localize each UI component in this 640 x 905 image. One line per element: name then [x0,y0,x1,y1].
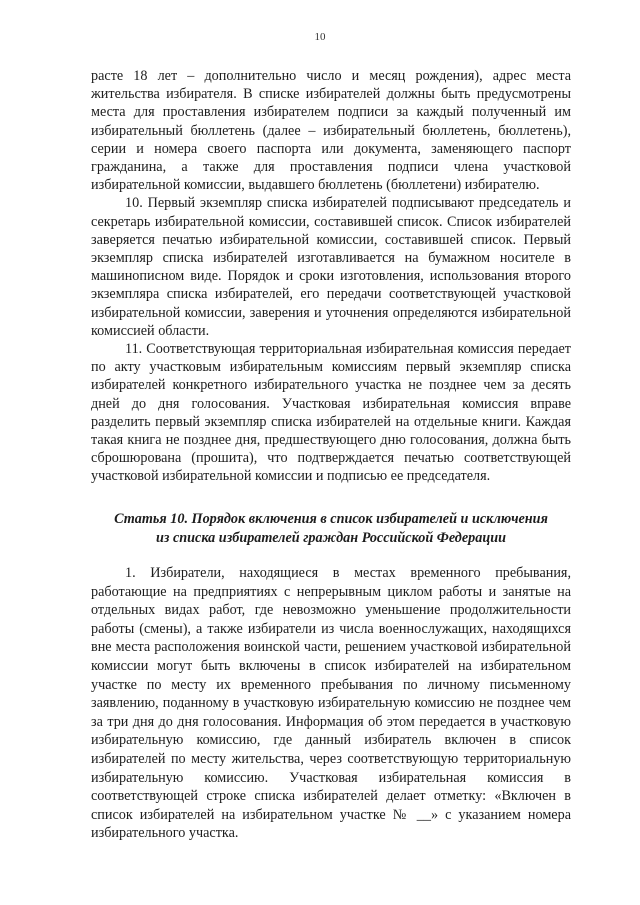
text-block-after-article [91,564,571,843]
paragraph-10: 10. Первый экземпляр списка избирателей подписывают председатель и секретарь избирательной комиссии, составившей список. Список избирателей заверяется печатью избирательной комиссии, составившей список. Первый экземпляр списка избирателей изготавливается на бумажном носителе в машинописном виде. Порядок и сроки изготовления, использования второго экземпляра списка избирателей, его передачи соответствующей участковой избирательной комиссии, заверения и уточнения определяются избирательной комиссией области. [91,195,571,339]
paragraph-continuation: раcте 18 лет – дополнительно число и месяц рождения), адрес места жительства избирателя. В списке избирателей должны быть предусмотрены места для проставления избирателем подписи за каждый полученный им избирательный бюллетень (далее – избирательный бюллетень, бюллетень), серии и номера своего паспорта или документа, заменяющего паспорт гражданина, а также для проставления подписи члена участковой избирательной комиссии, выдавшего бюллетень (бюллетени) избирателю. [91,68,571,194]
article-heading [91,510,571,547]
article-paragraph-1: 1. Избиратели, находящиеся в местах временного пребывания, работающие на предприятиях с непрерывным циклом работы и занятые на отдельных видах работ, где невозможно уменьшение продолжительности работы (смены), а также избиратели из числа военнослужащих, находящихся вне места расположения воинской части, решением участковой избирательной комиссии могут быть включены в список избирателей на избирательном участке по месту их временного пребывания по личному письменному заявлению, поданному в участковую избирательную комиссию не позднее чем за три дня до дня голосования. Информация об этом передается в участковую избирательную комиссию, где данный избиратель включен в список избирателей по месту жительства, через соответствующую территориальную избирательную комиссию. Участковая избирательная комиссия в соответствующей строке списка избирателей делает отметку: «Включен в список избирателей на избирательном участке № __» с указанием номера избирательного участка. [91,565,571,842]
page-number: 10 [314,31,326,43]
article-heading-line-1: Статья 10. Порядок включения в список избирателей и исключения [114,511,548,527]
article-heading-line-2: из списка избирателей граждан Российской Федерации [155,529,506,546]
paragraph-11: 11. Соответствующая территориальная избирательная комиссия передает по акту участковым избирательным комиссиям первый экземпляр списка избирателей конкретного избирательного участка не позднее чем за десять дней до дня голосования. Участковая избирательная комиссия вправе разделить первый экземпляр списка избирателей на отдельные книги. Каждая такая книга не позднее дня, предшествующего дню голосования, должна быть сброшюрована (прошита), что подтверждается печатью соответствующей участковой избирательной комиссии и подписью ее председателя. [91,341,571,485]
text-block-before-article [91,67,571,486]
